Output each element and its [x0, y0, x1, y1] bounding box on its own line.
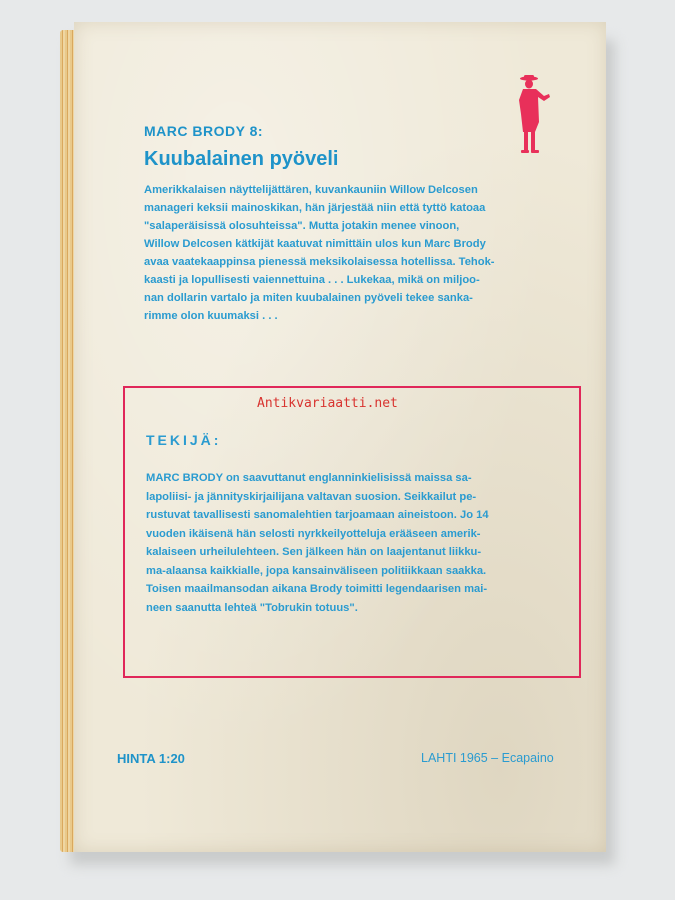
- author-line: kalaiseen urheilulehteen. Sen jälkeen hän on laajentanut liikku-: [146, 546, 482, 558]
- series-label: MARC BRODY 8:: [144, 123, 264, 139]
- price-label: HINTA 1:20: [117, 751, 185, 766]
- blurb-line: kaasti ja lopullisesti vaiennettuina . . . Lukekaa, mikä on miljoo-: [144, 274, 480, 286]
- blurb-line: Willow Delcosen kätkijät kaatuvat nimittäin ulos kun Marc Brody: [144, 238, 486, 250]
- detective-silhouette-icon: [511, 74, 551, 156]
- blurb-line: manageri keksii mainoskikan, hän järjestää niin että tyttö katoaa: [144, 202, 486, 214]
- author-line: neen saanutta lehteä "Tobrukin totuus".: [146, 601, 358, 614]
- blurb-line: Amerikkalaisen näyttelijättären, kuvankauniin Willow Delcosen: [144, 184, 478, 196]
- author-line: lapoliisi- ja jännityskirjailijana valtavan suosion. Seikkailut pe-: [146, 490, 477, 503]
- author-line: Toisen maailmansodan aikana Brody toimitti legendaarisen mai-: [146, 583, 488, 595]
- book-title: Kuubalainen pyöveli: [144, 148, 339, 170]
- author-bio: [146, 469, 566, 617]
- author-line: vuoden ikäisenä hän selosti nyrkkeilyotteluja erääseen amerik-: [146, 527, 481, 540]
- author-line: ma-alaansa kaikkialle, jopa kansainväliseen politiikkaan saakka.: [146, 564, 487, 577]
- author-line: MARC BRODY on saavuttanut englanninkielisissä maissa sa-: [146, 472, 472, 484]
- blurb-line: rimme olon kuumaksi . . .: [144, 310, 278, 322]
- watermark-text: Antikvariaatti.net: [257, 396, 398, 411]
- author-heading: TEKIJÄ:: [146, 432, 222, 448]
- imprint-label: LAHTI 1965 – Ecapaino: [421, 751, 554, 765]
- author-line: rustuvat tavallisesti sanomalehtien tarjoamaan aineistoon. Jo 14: [146, 509, 489, 521]
- blurb-line: "salaperäisissä olosuhteissa". Mutta jotakin menee vinoon,: [144, 220, 460, 232]
- blurb-line: avaa vaatekaappinsa pienessä meksikolaisessa hotellissa. Tehok-: [144, 256, 495, 268]
- blurb-line: nan dollarin vartalo ja miten kuubalainen pyöveli tekee sanka-: [144, 292, 473, 304]
- blurb-text: [144, 181, 596, 325]
